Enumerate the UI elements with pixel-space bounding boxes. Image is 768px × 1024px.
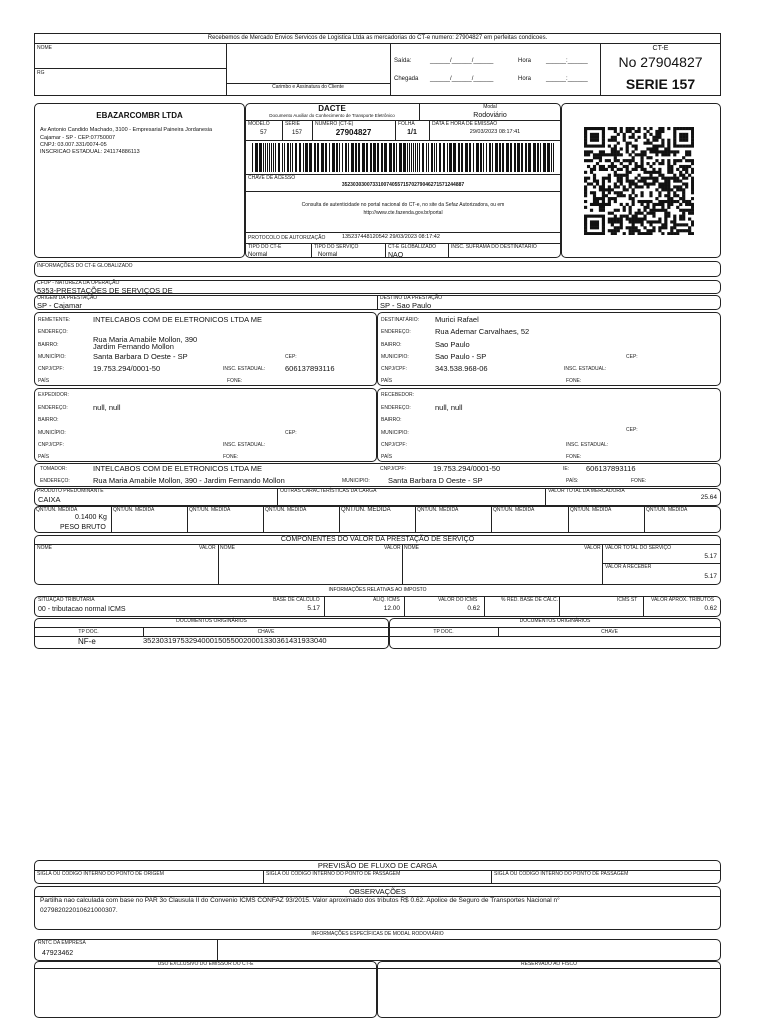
numero-value: 27904827 <box>335 128 372 137</box>
receipt-text: Recebemos de Mercado Envios Servicos de Logistica Ltda as mercadorias do CT-e numero: 27904827 em perfeitas condicoes. <box>207 35 548 41</box>
componentes-title: COMPONENTES DO VALOR DA PRESTAÇÃO DE SERVIÇO <box>280 536 475 543</box>
fluxo-title: PREVISÃO DE FLUXO DE CARGA <box>317 861 438 870</box>
protocolo-label: PROTOCOLO DE AUTORIZAÇÃO <box>248 235 326 241</box>
emissao-label: DATA E HORA DE EMISSÃO <box>432 121 498 127</box>
folha-value: 1/1 <box>407 129 417 136</box>
qnt-label-1: QNT/UN. MEDIDA <box>36 507 78 513</box>
destinatario-cnpj-label: CNPJ/CPF: <box>381 366 407 372</box>
tipo-servico-label: TIPO DO SERVIÇO <box>314 244 359 250</box>
consulta-line1: Consulta de autenticidade no portal nacional do CT-e, no site da Sefaz Autorizadora, ou em <box>301 202 505 208</box>
recebedor-municipio-label: MUNICIPIO: <box>381 430 409 436</box>
recebedor-box <box>377 388 721 462</box>
tomador-endereco-label: ENDEREÇO: <box>40 478 70 484</box>
tomador-ie: 606137893116 <box>586 464 636 473</box>
globalizado-label: CT-E GLOBALIZADO <box>388 244 437 250</box>
destinatario-bairro-label: BAIRRO: <box>381 342 402 348</box>
emitente-cnpj: CNPJ: 03.007.331/0074-05 <box>40 142 107 148</box>
modal-rodo-title: INFORMAÇÕES ESPECÍFICAS DE MODAL RODOVIÁRIO <box>311 931 444 937</box>
suframa-label: INSC. SUFRAMA DO DESTINATÁRIO <box>451 244 537 250</box>
emitente-address2: Cajamar - SP - CEP:07750007 <box>40 135 116 141</box>
modal-rodo-box <box>34 939 721 961</box>
qnt-label-9: QNT/UN. MEDIDA <box>646 507 688 513</box>
remetente-fone-label: FONE: <box>227 378 243 384</box>
emitente-address1: Av Antonio Candido Machado, 3100 - Empresarial Paineira Jordanesia <box>40 127 213 133</box>
remetente-municipio-label: MUNICÍPIO: <box>38 354 66 360</box>
qnt-label-4: QNT/UN. MEDIDA <box>265 507 307 513</box>
chegada-hora: ______:______ <box>546 76 588 82</box>
remetente-cnpj: 19.753.294/0001-50 <box>93 364 161 373</box>
emissor-label: USO EXCLUSIVO DO EMISSOR DO CT-E <box>157 961 254 967</box>
qnt-label-2: QNT/UN. MEDIDA <box>113 507 155 513</box>
valor-receber: 5.17 <box>704 573 717 580</box>
expedidor-cnpj-label: CNPJ/CPF: <box>38 442 64 448</box>
chave-value: 35230303007331007405571570279046271571244887 <box>341 182 465 188</box>
remetente-nome: INTELCABOS COM DE ELETRONICOS LTDA ME <box>93 315 263 324</box>
tp-doc-label-right: TP DOC. <box>433 629 454 635</box>
fisco-box <box>377 961 721 1018</box>
observacoes-line2: 027982022010621000307. <box>40 907 118 914</box>
expedidor-ie-label: INSC. ESTADUAL: <box>223 442 266 448</box>
peso-tipo: PESO BRUTO <box>60 524 106 531</box>
produto-label: PRODUTO PREDOMINANTE <box>37 488 104 494</box>
documentos-title-right: DOCUMENTOS ORIGINÁRIOS <box>519 618 591 624</box>
tipo-servico-value: Normal <box>318 252 338 258</box>
expedidor-box <box>34 388 377 462</box>
tomador-ie-label: IE: <box>563 466 570 472</box>
expedidor-endereco-label: ENDEREÇO: <box>38 405 68 411</box>
emitente-name: EBAZARCOMBR LTDA <box>96 111 183 120</box>
peso-value: 0.1400 Kg <box>75 514 107 521</box>
origem-label: ORIGEM DA PRESTAÇÃO <box>37 295 98 301</box>
situacao-value: 00 - tributacao normal ICMS <box>38 606 126 613</box>
recebedor-fone-label: FONE: <box>566 454 582 460</box>
recebedor-label: RECEBEDOR: <box>381 392 415 398</box>
emissor-box <box>34 961 377 1018</box>
remetente-ie-label: INSC. ESTADUAL: <box>223 366 266 372</box>
tipo-cte-label: TIPO DO CT-E <box>248 244 282 250</box>
destinatario-nome: Murici Rafael <box>435 315 479 324</box>
serie-label: SÉRIE <box>285 121 301 127</box>
cfop-value: 5353-PRESTAÇÕES DE SERVIÇOS DE <box>37 286 173 295</box>
outras-carac-label: OUTRAS CARACTERÍSTICAS DA CARGA <box>280 488 377 494</box>
destinatario-endereco: Rua Ademar Carvalhaes, 52 <box>435 327 530 336</box>
info-globalizado-box <box>34 261 721 277</box>
origem-value: SP - Cajamar <box>37 301 82 310</box>
qnt-label-6: QNT/UN. MEDIDA <box>417 507 459 513</box>
observacoes-title: OBSERVAÇÕES <box>349 887 406 896</box>
emissao-value: 29/03/2023 08:17:41 <box>469 129 521 135</box>
destinatario-ie-label: INSC. ESTADUAL: <box>564 366 607 372</box>
valor-aprox-label: VALOR APROX. TRIBUTOS <box>651 597 715 603</box>
canhoto-numero: No 27904827 <box>618 54 703 70</box>
produto-value: CAIXA <box>38 495 61 504</box>
valor-mercadoria: 25.64 <box>700 494 717 501</box>
destinatario-bairro: Sao Paulo <box>435 340 470 349</box>
remetente-rua: Rua Maria Amabile Mollon, 390 <box>93 335 198 344</box>
valor-receber-label: VALOR A RECEBER <box>605 564 652 570</box>
tp-doc-value: NF-e <box>78 637 96 646</box>
remetente-municipio: Santa Barbara D Oeste - SP <box>93 352 188 361</box>
numero-label: NÚMERO (CT-E) <box>315 121 354 127</box>
consulta-link[interactable]: http://www.cte.fazenda.gov.br/portal <box>363 210 443 216</box>
destinatario-pais-label: PAÍS <box>381 378 393 384</box>
comp-valor-label-2: VALOR <box>384 545 401 551</box>
fluxo-origem-label: SIGLA OU CÓDIGO INTERNO DO PONTO DE ORIGEM <box>37 871 164 877</box>
fluxo-passagem-label: SIGLA OU CÓDIGO INTERNO DO PONTO DE PASSAGEM <box>266 871 401 877</box>
remetente-label: REMETENTE: <box>38 317 71 323</box>
tomador-cnpj: 19.753.294/0001-50 <box>433 464 501 473</box>
recebedor-endereco-label: ENDEREÇO: <box>381 405 411 411</box>
barcode-image <box>252 143 554 172</box>
rntrc-value: 47923462 <box>42 950 74 957</box>
recebedor-cnpj-label: CNPJ/CPF: <box>381 442 407 448</box>
aliq-value: 12.00 <box>383 605 400 612</box>
valor-total-servico: 5.17 <box>704 553 717 560</box>
expedidor-cep-label: CEP: <box>285 430 297 436</box>
observacoes-line1: Partilha nao calculada com base no PAR 3o Clausula II do Convenio ICMS CONFAZ 93/2015. Valor aproximado dos tributos R$ 0.62. Apolice de Seguro de Transportes Nacional n° <box>40 897 560 904</box>
comp-nome-label-1: NOME <box>37 545 52 551</box>
tipo-cte-value: Normal <box>248 252 268 258</box>
expedidor-municipio-label: MUNICÍPIO: <box>38 430 66 436</box>
situacao-label: SITUAÇÃO TRIBUTÁRIA <box>38 597 95 603</box>
destinatario-municipio-label: MUNICIPIO: <box>381 354 409 360</box>
chegada-hora-label: Hora <box>518 76 532 82</box>
comp-nome-label-2: NOME <box>220 545 235 551</box>
qnt-label-5: QNT/UN. MEDIDA <box>341 507 391 513</box>
tomador-municipio: Santa Barbara D Oeste - SP <box>388 476 483 485</box>
remetente-pais-label: PAÍS <box>38 378 50 384</box>
dacte-title: DACTE <box>318 104 346 113</box>
canhoto-serie: SERIE 157 <box>625 76 696 92</box>
tomador-pais-label: PAÍS: <box>566 478 579 484</box>
comp-nome-label-3: NOME <box>404 545 419 551</box>
tp-doc-label-left: TP DOC. <box>78 629 99 635</box>
folha-label: FOLHA <box>398 121 415 127</box>
cte-label: CT-E <box>652 45 669 52</box>
icms-st-label: ICMS ST <box>617 597 638 603</box>
saida-hora: ______:______ <box>546 58 588 64</box>
remetente-bairro: Jardim Fernando Mollon <box>93 342 174 351</box>
destinatario-cep-label: CEP: <box>626 354 638 360</box>
tomador-nome: INTELCABOS COM DE ELETRONICOS LTDA ME <box>93 464 263 473</box>
aliq-label: ALIQ. ICMS <box>373 597 400 603</box>
protocolo-value: 135237448120542 29/03/2023 08:17:42 <box>342 234 440 240</box>
comp-valor-label-1: VALOR <box>199 545 216 551</box>
destinatario-box <box>377 312 721 386</box>
modal-label: Modal <box>483 104 497 110</box>
chave-label: CHAVE DE ACESSO <box>248 175 296 181</box>
valor-icms-label: VALOR DO ICMS <box>438 597 478 603</box>
destinatario-municipio: Sao Paulo - SP <box>435 352 487 361</box>
expedidor-endereco: null, null <box>93 403 121 412</box>
chave-doc-value: 35230319753294000150550020001330361431933040 <box>143 636 327 645</box>
recebedor-pais-label: PAÍS <box>381 454 393 460</box>
chave-doc-label-right: CHAVE <box>601 629 618 635</box>
red-base-label: % RED. BASE DE CALC. <box>501 597 558 603</box>
tomador-fone-label: FONE: <box>631 478 647 484</box>
qnt-label-7: QNT/UN. MEDIDA <box>493 507 535 513</box>
expedidor-label: EXPEDIDOR: <box>38 392 69 398</box>
modelo-value: 57 <box>260 130 267 136</box>
destino-value: SP - Sao Paulo <box>380 301 432 310</box>
recebedor-endereco: null, null <box>435 403 463 412</box>
base-calculo-label: BASE DE CALCULO <box>273 597 320 603</box>
remetente-bairro-label: BAIRRO: <box>38 342 59 348</box>
comp-valor-label-3: VALOR <box>584 545 601 551</box>
recebedor-bairro-label: BAIRRO: <box>381 417 402 423</box>
rntrc-label: RNTC DA EMPRESA <box>38 940 86 946</box>
carimbo-label: Carimbo e Assinatura do Cliente <box>272 84 344 90</box>
tomador-endereco: Rua Maria Amabile Mollon, 390 - Jardim Fernando Mollon <box>93 476 285 485</box>
saida-label: Saída: <box>394 58 412 64</box>
valor-mercadoria-label: VALOR TOTAL DA MERCADORIA <box>548 488 625 494</box>
valor-icms: 0.62 <box>467 605 480 612</box>
remetente-ie: 606137893116 <box>285 364 335 373</box>
destino-label: DESTINO DA PRESTAÇÃO <box>380 295 443 301</box>
emitente-ie: INSCRICAO ESTADUAL: 241174886113 <box>40 149 140 155</box>
chegada-label: Chegada <box>394 76 419 82</box>
saida-hora-label: Hora <box>518 58 532 64</box>
remetente-endereco-label: ENDEREÇO: <box>38 329 68 335</box>
fluxo-passagem-label-2: SIGLA OU CÓDIGO INTERNO DO PONTO DE PASSAGEM <box>494 871 629 877</box>
remetente-cep-label: CEP: <box>285 354 297 360</box>
saida-date: ______/______/______ <box>430 58 494 64</box>
fisco-label: RESERVADO AO FISCO <box>521 961 577 967</box>
qnt-label-3: QNT/UN. MEDIDA <box>189 507 231 513</box>
recebedor-cep-label: CEP: <box>626 427 638 433</box>
globalizado-value: NAO <box>388 252 404 259</box>
recebedor-ie-label: INSC. ESTADUAL: <box>566 442 609 448</box>
qnt-label-8: QNT/UN. MEDIDA <box>570 507 612 513</box>
tomador-cnpj-label: CNPJ/CPF: <box>380 466 406 472</box>
expedidor-fone-label: FONE: <box>223 454 239 460</box>
modal-value: Rodoviário <box>473 112 507 119</box>
qr-code-image <box>584 127 694 235</box>
destinatario-endereco-label: ENDEREÇO: <box>381 329 411 335</box>
chegada-date: ______/______/______ <box>430 76 494 82</box>
canhoto-nome-label: NOME <box>37 45 52 51</box>
destinatario-fone-label: FONE: <box>566 378 582 384</box>
tomador-municipio-label: MUNICIPIO: <box>342 478 370 484</box>
canhoto-rg-label: RG <box>37 70 45 76</box>
dacte-subtitle: Documento Auxiliar do Conhecimento de Transporte Eletrônico <box>269 113 395 118</box>
info-globalizado-label: INFORMAÇÕES DO CT-E GLOBALIZADO <box>37 263 133 269</box>
destinatario-label: DESTINATÁRIO: <box>381 317 419 323</box>
chave-doc-label-left: CHAVE <box>257 629 275 635</box>
valor-total-servico-label: VALOR TOTAL DO SERVIÇO <box>605 545 672 551</box>
imposto-title: INFORMAÇÕES RELATIVAS AO IMPOSTO <box>328 587 427 593</box>
serie-value: 157 <box>291 130 302 136</box>
destinatario-cnpj: 343.538.968-06 <box>435 364 488 373</box>
documentos-title-left: DOCUMENTOS ORIGINÁRIOS <box>176 618 247 624</box>
tomador-label: TOMADOR: <box>40 466 67 472</box>
cfop-label: CFOP - NATUREZA DA OPERAÇÃO <box>37 280 120 286</box>
valor-aprox: 0.62 <box>704 605 717 612</box>
base-calculo: 5.17 <box>307 605 320 612</box>
expedidor-bairro-label: BAIRRO: <box>38 417 59 423</box>
modelo-label: MODELO <box>248 121 270 127</box>
remetente-cnpj-label: CNPJ/CPF: <box>38 366 64 372</box>
expedidor-pais-label: PAÍS <box>38 454 50 460</box>
